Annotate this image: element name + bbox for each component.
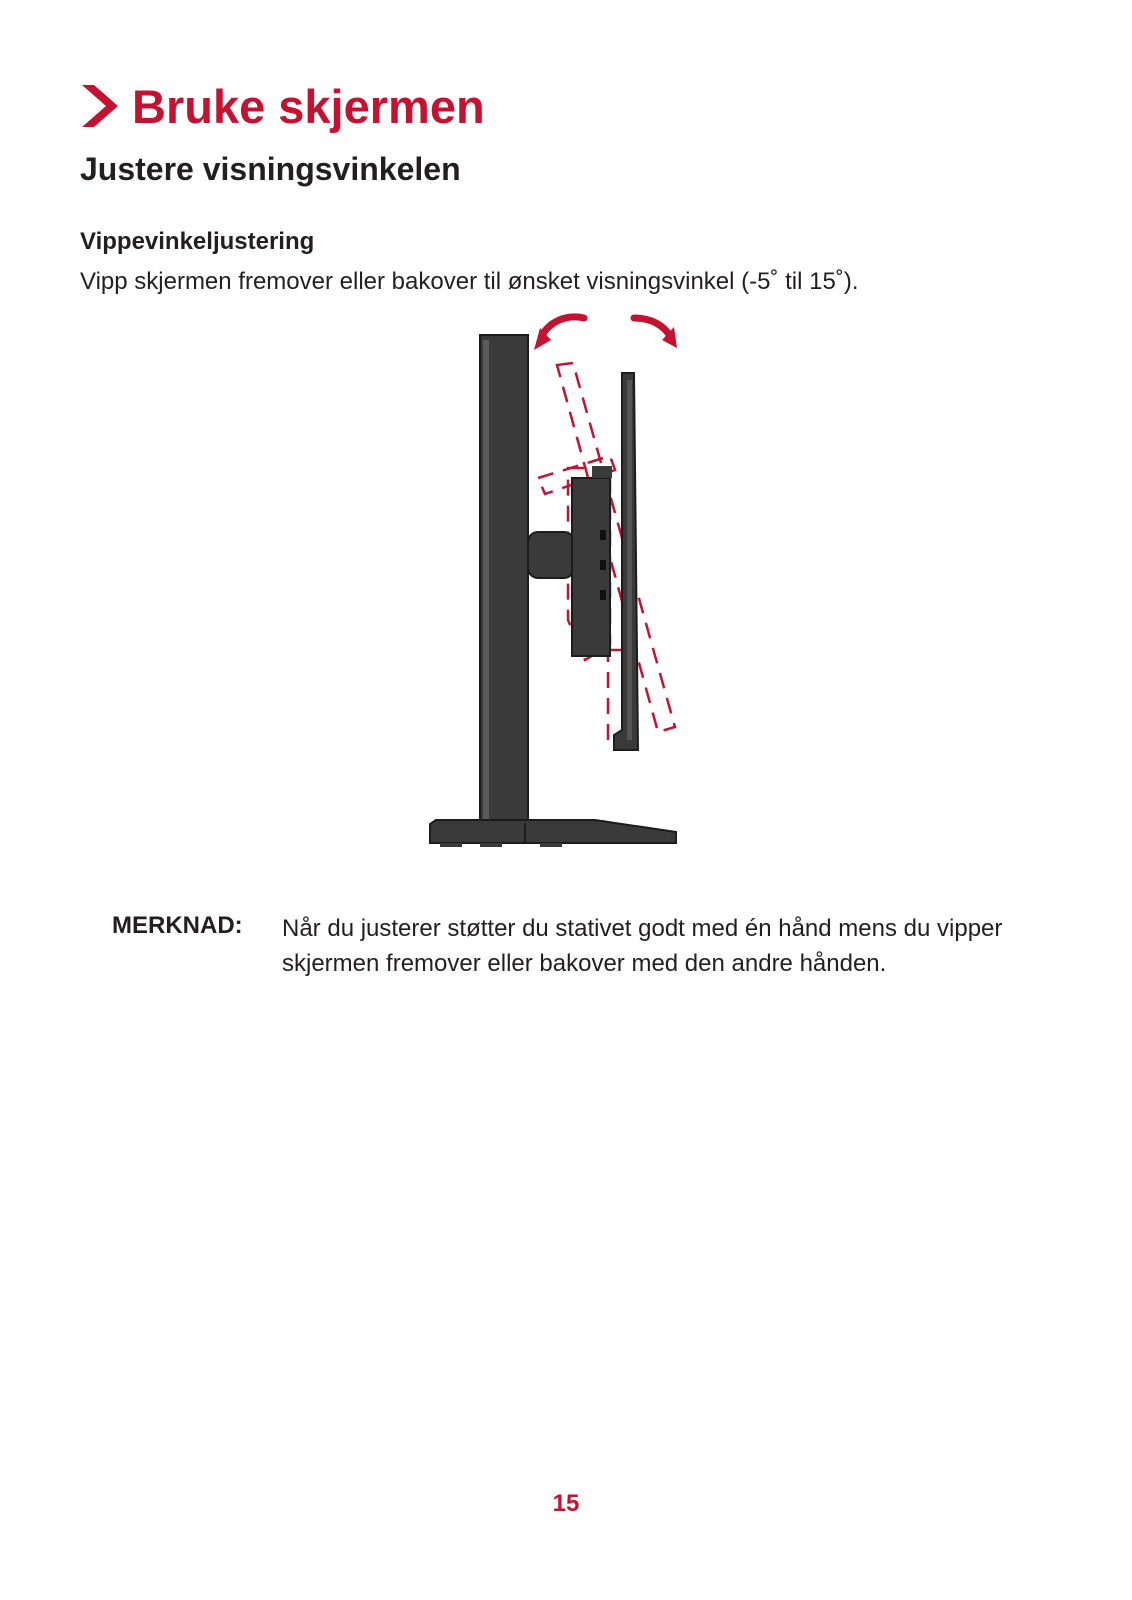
note-label: MERKNAD: xyxy=(112,912,243,939)
monitor-tilt-illustration xyxy=(420,300,720,860)
section-title: Justere visningsvinkelen xyxy=(80,151,461,187)
page-number: 15 xyxy=(552,1490,580,1517)
subsection-title: Vippevinkeljustering xyxy=(80,228,315,255)
subsection-body: Vipp skjermen fremover eller bakover til ønsket visningsvinkel (-5˚ til 15˚). xyxy=(80,268,859,295)
chapter-title: Bruke skjermen xyxy=(132,79,485,133)
chevron-right-icon xyxy=(80,83,120,129)
chapter-heading xyxy=(80,76,485,136)
tilt-arrows-icon xyxy=(543,317,670,336)
note-text: Når du justerer støtter du stativet godt med én hånd mens du vipper skjermen fremover eller bakover med den andre hånden. xyxy=(282,915,1003,977)
